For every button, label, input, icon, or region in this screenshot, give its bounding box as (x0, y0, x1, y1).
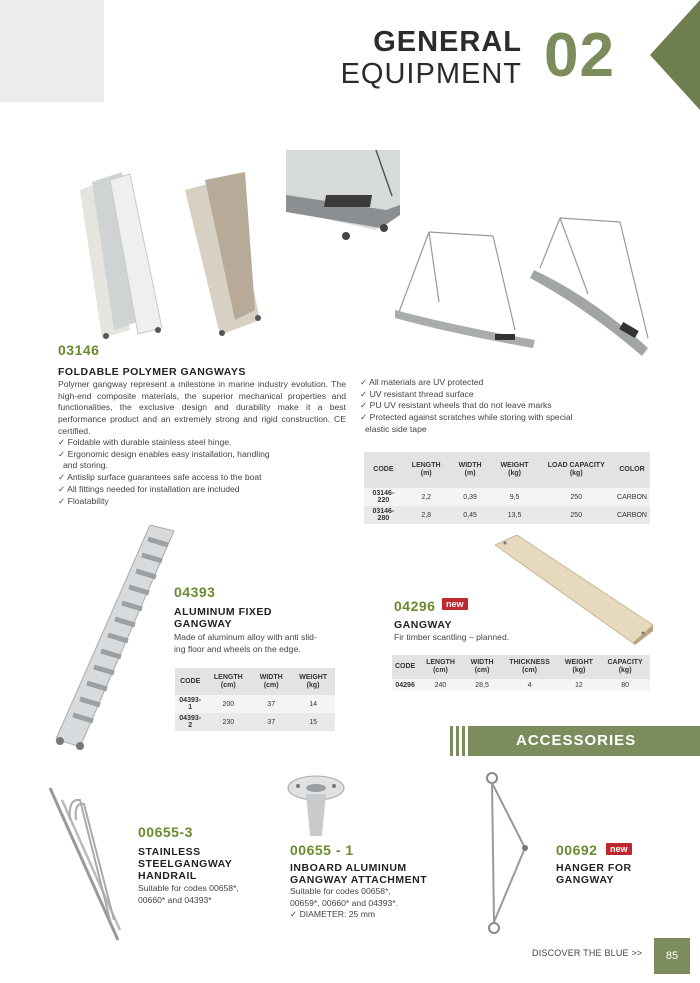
description-line: 00660* and 04393* (138, 894, 212, 905)
product-code-04296: 04296 (394, 598, 436, 614)
title-line: HANDRAIL (138, 870, 197, 882)
header-grey-block (0, 0, 104, 102)
table-header: COLOR (614, 452, 650, 488)
timber-gangway-image (495, 535, 655, 645)
feature-line: elastic side tape (365, 423, 427, 434)
table-cell: 37 (251, 713, 291, 731)
table-cell: 03146-220 (364, 488, 403, 506)
product-code-00655-1: 00655 - 1 (290, 842, 354, 858)
table-header: WEIGHT (kg) (291, 668, 335, 695)
table-header: WIDTH (cm) (251, 668, 291, 695)
table-row (364, 506, 650, 524)
new-badge: new (442, 598, 468, 610)
table-cell: 0,39 (450, 488, 491, 506)
table-cell: 2,2 (403, 488, 450, 506)
table-cell: 04393-1 (175, 695, 205, 713)
table-cell: 80 (600, 679, 650, 691)
table-cell: 9,5 (491, 488, 539, 506)
gangway-closeup-image (286, 150, 400, 246)
product-features-left-03146 (58, 437, 346, 507)
table-header: LENGTH (m) (403, 452, 450, 488)
description-line: ing floor and wheels on the edge. (174, 643, 301, 654)
product-title-04393 (174, 606, 272, 630)
spec-table-03146 (364, 452, 650, 524)
table-header: CODE (392, 655, 418, 679)
handrail-image (40, 780, 130, 945)
product-title-00655-3 (138, 846, 232, 882)
feature-line: ✓ Ergonomic design enables easy installation, handling (58, 448, 270, 459)
chapter-number: 02 (544, 21, 615, 90)
table-header: THICKNESS (cm) (501, 655, 557, 679)
new-badge: new (606, 843, 632, 855)
table-cell: 200 (205, 695, 251, 713)
title-line: ALUMINUM FIXED (174, 606, 272, 618)
feature-line: ✓ All materials are UV protected (360, 377, 484, 387)
chapter-title-line2: EQUIPMENT (340, 58, 522, 90)
table-cell: 12 (558, 679, 601, 691)
product-features-right-03146 (360, 377, 650, 436)
table-header: WEIGHT (kg) (558, 655, 601, 679)
title-line: HANGER FOR (556, 862, 632, 874)
product-code-04393: 04393 (174, 584, 216, 600)
table-cell: 250 (539, 488, 615, 506)
table-cell: 13,5 (491, 506, 539, 524)
table-cell: 15 (291, 713, 335, 731)
hanger-image (470, 770, 540, 940)
product-description-03146: Polymer gangway represent a milestone in marine industry evolution. The high-end composite materials, the superior mechanical properties and functionalities, the exclusive design and durability make it a best performance product and an extremely strong and rigid construction. CE certified. (58, 379, 346, 436)
chapter-title-line1: GENERAL (373, 26, 522, 58)
product-description-00655-1 (290, 886, 430, 921)
feature-line: ✓ Foldable with durable stainless steel hinge. (58, 437, 232, 447)
table-cell: 230 (205, 713, 251, 731)
product-title-00655-1 (290, 862, 427, 886)
table-row (175, 713, 335, 731)
title-line: INBOARD ALUMINUM (290, 862, 407, 874)
table-row (175, 695, 335, 713)
table-header: WIDTH (m) (450, 452, 491, 488)
table-cell: CARBON (614, 506, 650, 524)
spec-table-04296 (392, 655, 650, 691)
footer-tagline: DISCOVER THE BLUE >> (532, 948, 643, 958)
table-header: LENGTH (cm) (418, 655, 463, 679)
product-description-00655-3 (138, 883, 268, 906)
title-line: STEELGANGWAY (138, 858, 233, 870)
table-cell: 240 (418, 679, 463, 691)
product-code-00692: 00692 (556, 842, 598, 858)
product-description-04393 (174, 632, 344, 655)
table-cell: 04393-2 (175, 713, 205, 731)
table-cell: 2,8 (403, 506, 450, 524)
table-cell: 28,5 (463, 679, 502, 691)
product-title-03146: FOLDABLE POLYMER GANGWAYS (58, 366, 246, 378)
page-number: 85 (654, 938, 690, 974)
title-line: GANGWAY (174, 618, 232, 630)
description-line: Suitable for codes 00658*, (290, 886, 391, 896)
product-code-00655-3: 00655-3 (138, 824, 193, 840)
table-header: CODE (175, 668, 205, 695)
table-header: LENGTH (cm) (205, 668, 251, 695)
table-cell: 03146-280 (364, 506, 403, 524)
title-line: STAINLESS (138, 846, 201, 858)
attachment-image (286, 774, 346, 840)
feature-line: ✓ All fittings needed for installation are included (58, 483, 240, 494)
table-cell: 4 (501, 679, 557, 691)
gangway-with-rails-image-2 (530, 208, 655, 360)
foldable-gangway-image (70, 170, 275, 340)
title-line: GANGWAY (556, 874, 614, 886)
gangway-with-rails-image-1 (395, 222, 545, 350)
product-title-00692 (556, 862, 632, 886)
table-header: WEIGHT (kg) (491, 452, 539, 488)
feature-line: ✓ Floatability (58, 495, 109, 506)
description-line: ✓ DIAMETER: 25 mm (290, 909, 376, 920)
table-header: LOAD CAPACITY (kg) (539, 452, 615, 488)
description-line: Suitable for codes 00658*, (138, 883, 239, 893)
table-header: CODE (364, 452, 403, 488)
table-cell: 0,45 (450, 506, 491, 524)
table-row (364, 488, 650, 506)
product-title-04296: GANGWAY (394, 619, 452, 631)
table-row (392, 679, 650, 691)
table-cell: CARBON (614, 488, 650, 506)
feature-line: ✓ Antislip surface guarantees safe access to the boat (58, 472, 262, 483)
title-line: GANGWAY ATTACHMENT (290, 874, 428, 886)
table-cell: 37 (251, 695, 291, 713)
product-code-03146: 03146 (58, 342, 100, 358)
feature-line: ✓ Protected against scratches while storing with special (360, 412, 573, 423)
table-cell: 250 (539, 506, 615, 524)
spec-table-04393 (175, 668, 335, 731)
table-cell: 04296 (392, 679, 418, 691)
aluminum-gangway-image (50, 525, 175, 750)
description-line: 00659*, 00660* and 04393*. (290, 897, 399, 908)
feature-line: ✓ UV resistant thread surface (360, 388, 474, 399)
description-line: Made of aluminum alloy with anti slid- (174, 632, 317, 642)
feature-line: and storing. (63, 460, 108, 471)
table-cell: 14 (291, 695, 335, 713)
chapter-corner-triangle (650, 0, 700, 110)
accessories-title: ACCESSORIES (516, 732, 637, 749)
product-description-04296: Fir timber scantling – planned. (394, 632, 510, 642)
feature-line: ✓ PU UV resistant wheels that do not leave marks (360, 400, 552, 411)
table-header: WIDTH (cm) (463, 655, 502, 679)
accessories-stripes (450, 726, 470, 756)
table-header: CAPACITY (kg) (600, 655, 650, 679)
